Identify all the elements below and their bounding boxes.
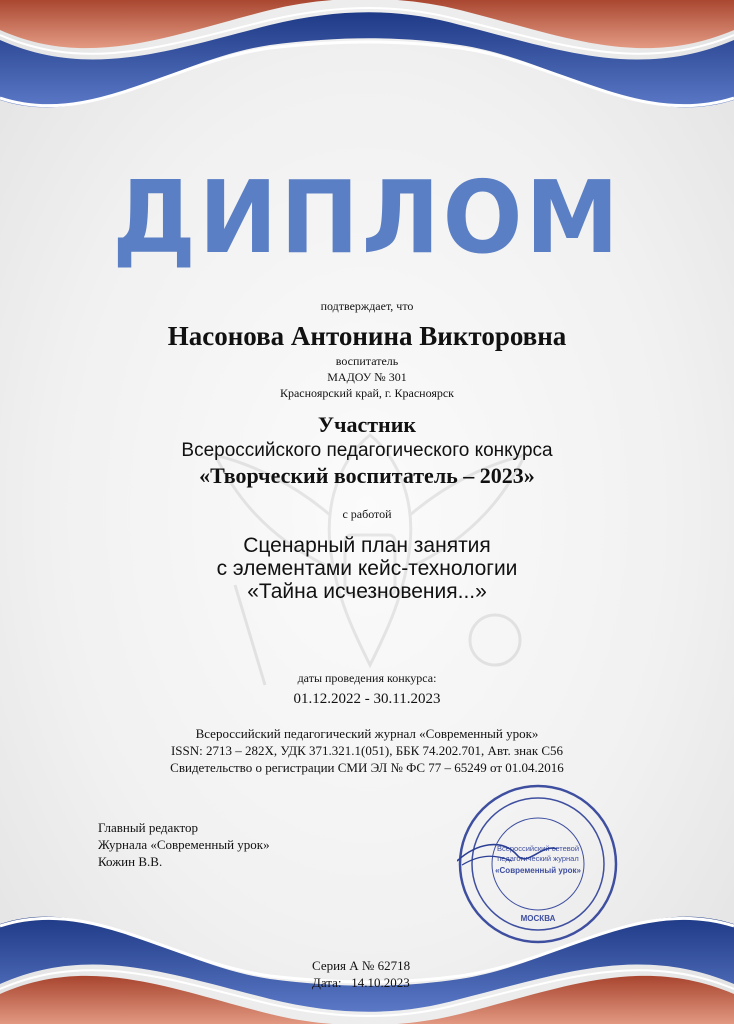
- serial-number: Серия А № 62718: [312, 958, 411, 973]
- work-title-line-3: «Тайна исчезновения...»: [247, 580, 487, 603]
- work-intro: с работой: [342, 507, 392, 521]
- stamp-center-line-2: педагогический журнал: [497, 854, 579, 863]
- contest-line: Всероссийского педагогического конкурса: [181, 440, 553, 461]
- diploma-title: ДИПЛОМ: [112, 159, 622, 276]
- contest-dates: 01.12.2022 - 30.11.2023: [293, 691, 441, 707]
- journal-issn: ISSN: 2713 – 282X, УДК 371.321.1(051), ББК 74.202.701, Авт. знак С56: [170, 743, 564, 758]
- journal-stamp: [457, 783, 619, 945]
- recipient-position: воспитатель: [335, 354, 399, 368]
- editor-title: Главный редактор: [98, 820, 198, 835]
- work-title-line-2: с элементами кейс-технологии: [216, 557, 518, 580]
- serial-block: [312, 957, 410, 991]
- editor-block: [98, 819, 270, 870]
- recipient-organization: МАДОУ № 301: [327, 370, 407, 384]
- contest-name: «Творческий воспитатель – 2023»: [199, 463, 535, 488]
- issue-date: Дата: 14.10.2023: [312, 975, 410, 990]
- editor-name: Кожин В.В.: [98, 854, 163, 869]
- dates-label: даты проведения конкурса:: [297, 671, 437, 685]
- work-title-line-1: Сценарный план занятия: [243, 534, 491, 557]
- status-label: Участник: [317, 412, 417, 437]
- journal-name: Всероссийский педагогический журнал «Современный урок»: [195, 726, 539, 741]
- recipient-location: Красноярский край, г. Красноярск: [279, 386, 455, 400]
- recipient-name: Насонова Антонина Викторовна: [167, 321, 567, 351]
- stamp-center-line-1: Всероссийский сетевой: [496, 844, 580, 853]
- journal-registration: Свидетельство о регистрации СМИ ЭЛ № ФС 77 – 65249 от 01.04.2016: [170, 760, 564, 775]
- stamp-center-line-3: «Современный урок»: [495, 866, 581, 875]
- top-ribbon-decoration: [0, 0, 734, 125]
- confirms-text: подтверждает, что: [320, 299, 414, 313]
- editor-journal: Журнала «Современный урок»: [98, 837, 270, 852]
- stamp-city: МОСКВА: [520, 914, 556, 923]
